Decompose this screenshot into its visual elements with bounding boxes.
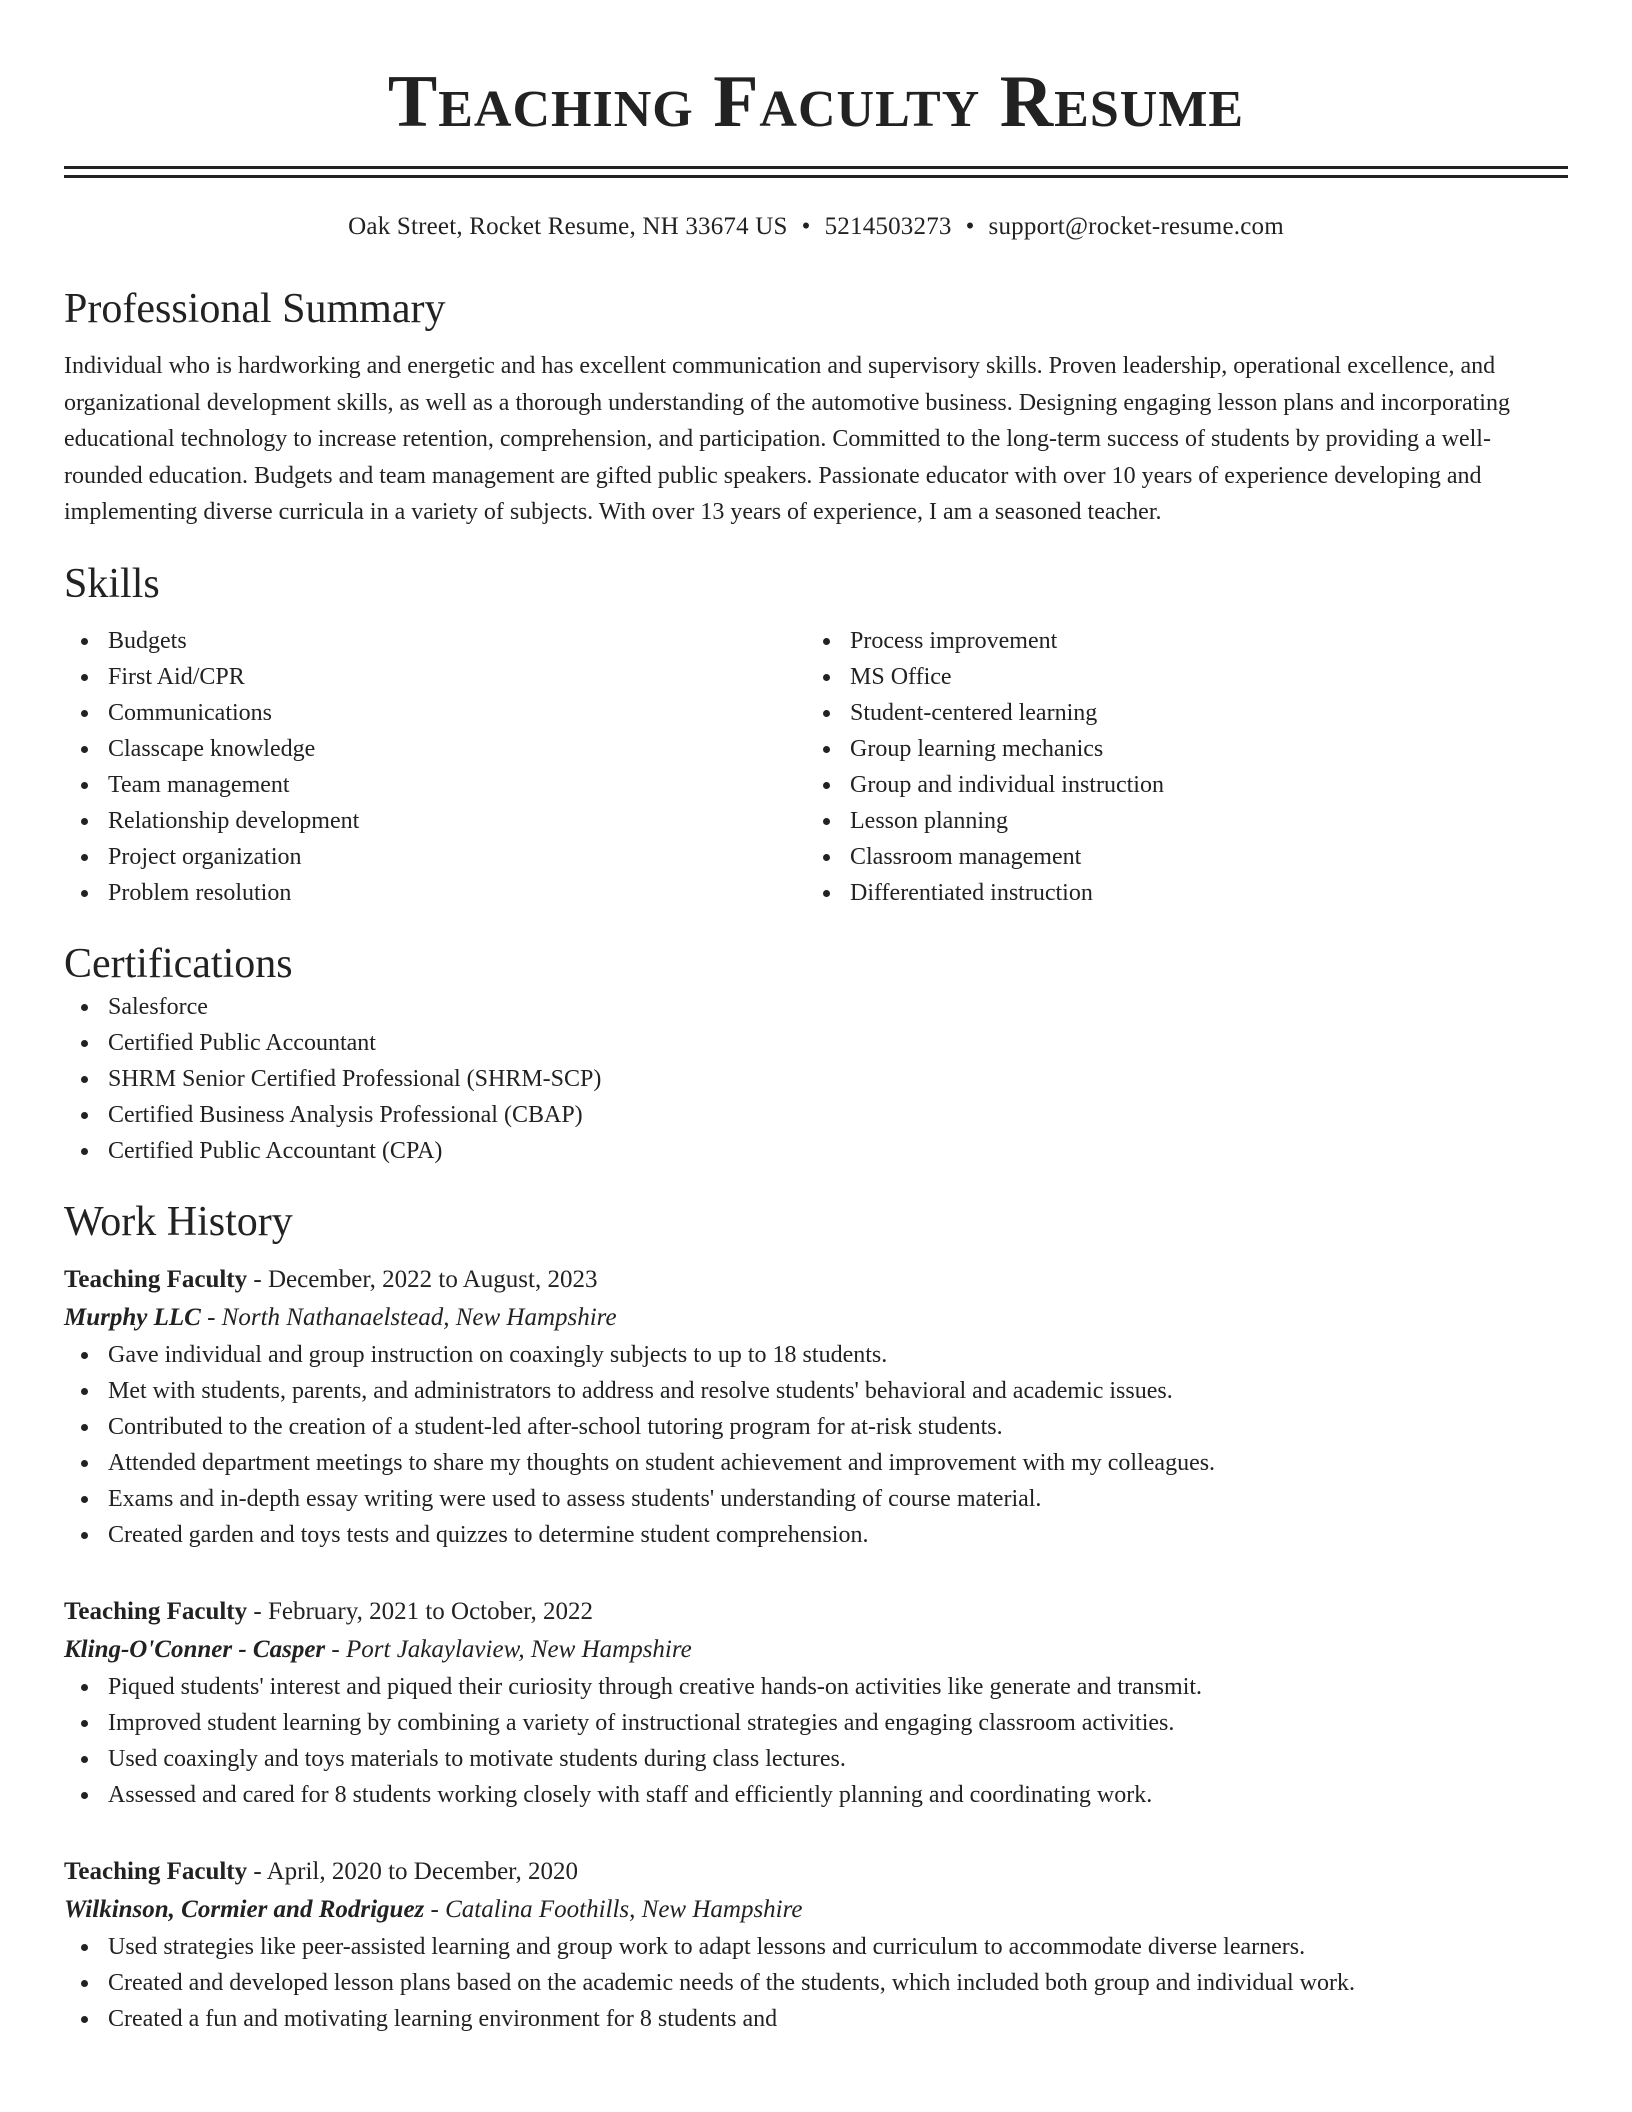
job-company-line [64, 1891, 1568, 1929]
contact-phone: 5214503273 [824, 213, 952, 240]
contact-separator: • [801, 213, 811, 240]
skill-item: Group learning mechanics [806, 731, 1548, 767]
job-location: - Catalina Foothills, New Hampshire [424, 1895, 803, 1923]
job-location: - Port Jakaylaview, New Hampshire [325, 1635, 692, 1663]
skill-item: Relationship development [64, 803, 806, 839]
job-dates: - December, 2022 to August, 2023 [247, 1265, 598, 1293]
certification-item: Salesforce [64, 989, 1568, 1025]
job-bullets [64, 1929, 1568, 2037]
skill-item: Lesson planning [806, 803, 1548, 839]
summary-heading: Professional Summary [64, 286, 446, 332]
resume-title: Teaching Faculty Resume [387, 61, 1245, 143]
job-title-line [64, 1261, 1568, 1299]
skills-grid [64, 623, 1568, 911]
job-bullet: Piqued students' interest and piqued their curiosity through creative hands-on activities like generate and transmit. [64, 1669, 1568, 1705]
skill-item: First Aid/CPR [64, 659, 806, 695]
skills-column-right [806, 623, 1548, 911]
resume-page [64, 0, 1568, 2037]
skill-item: Process improvement [806, 623, 1548, 659]
skills-section [64, 559, 1568, 911]
job-title: Teaching Faculty [64, 1265, 248, 1293]
certification-item: SHRM Senior Certified Professional (SHRM-SCP) [64, 1061, 1568, 1097]
job-bullet: Met with students, parents, and administrators to address and resolve students' behavioral and academic issues. [64, 1373, 1568, 1409]
job-bullet: Created garden and toys tests and quizzes to determine student comprehension. [64, 1517, 1568, 1553]
skill-item: Team management [64, 767, 806, 803]
job-company: Murphy LLC [64, 1303, 201, 1331]
job-entry [64, 1261, 1568, 1553]
certifications-heading: Certifications [64, 940, 293, 987]
skill-item: Budgets [64, 623, 806, 659]
contact-line [64, 212, 1568, 242]
work-history-heading: Work History [64, 1198, 293, 1245]
skill-item: Communications [64, 695, 806, 731]
contact-address: Oak Street, Rocket Resume, NH 33674 US [348, 213, 788, 240]
contact-email: support@rocket-resume.com [988, 213, 1284, 240]
job-bullets [64, 1669, 1568, 1813]
job-bullet: Exams and in-depth essay writing were used to assess students' understanding of course material. [64, 1481, 1568, 1517]
job-company-line [64, 1631, 1568, 1669]
job-bullets [64, 1337, 1568, 1553]
certification-item: Certified Public Accountant [64, 1025, 1568, 1061]
job-title-line [64, 1593, 1568, 1631]
job-bullet: Created a fun and motivating learning environment for 8 students and [64, 2001, 1568, 2037]
skill-item: Differentiated instruction [806, 875, 1548, 911]
skill-item: Group and individual instruction [806, 767, 1548, 803]
skills-list-left [64, 623, 806, 911]
job-dates: - April, 2020 to December, 2020 [247, 1857, 578, 1885]
title-divider-thick [64, 166, 1568, 169]
title-divider-thin [64, 175, 1568, 178]
job-title: Teaching Faculty [64, 1857, 248, 1885]
skill-item: Classroom management [806, 839, 1548, 875]
skill-item: Project organization [64, 839, 806, 875]
job-bullet: Created and developed lesson plans based on the academic needs of the students, which included both group and individual work. [64, 1965, 1568, 2001]
job-company: Kling-O'Conner - Casper [64, 1635, 326, 1663]
job-bullet: Assessed and cared for 8 students working closely with staff and efficiently planning and coordinating work. [64, 1777, 1568, 1813]
job-bullet: Gave individual and group instruction on coaxingly subjects to up to 18 students. [64, 1337, 1568, 1373]
skill-item: MS Office [806, 659, 1548, 695]
job-location: - North Nathanaelstead, New Hampshire [200, 1303, 617, 1331]
work-history-section [64, 1197, 1568, 2037]
skill-item: Classcape knowledge [64, 731, 806, 767]
certifications-section [64, 939, 1568, 1169]
job-bullet: Used coaxingly and toys materials to motivate students during class lectures. [64, 1741, 1568, 1777]
job-bullet: Improved student learning by combining a variety of instructional strategies and engaging classroom activities. [64, 1705, 1568, 1741]
job-company: Wilkinson, Cormier and Rodriguez [64, 1895, 425, 1923]
job-bullet: Used strategies like peer-assisted learning and group work to adapt lessons and curriculum to accommodate diverse learners. [64, 1929, 1568, 1965]
skills-list-right [806, 623, 1548, 911]
job-entry [64, 1593, 1568, 1813]
skills-heading: Skills [64, 560, 160, 607]
skill-item: Student-centered learning [806, 695, 1548, 731]
job-company-line [64, 1299, 1568, 1337]
job-entry [64, 1853, 1568, 2037]
certification-item: Certified Public Accountant (CPA) [64, 1133, 1568, 1169]
summary-text: Individual who is hardworking and energetic and has excellent communication and supervisory skills. Proven leadership, operational excellence, and organizational development skills, as well as a thorough understanding of the automotive business. Designing engaging lesson plans and incorporating educational technology to increase retention, comprehension, and participation. Committed to the long-term success of students by providing a well-rounded education. Budgets and team management are gifted public speakers. Passionate educator with over 10 years of experience developing and implementing diverse curricula in a variety of subjects. With over 13 years of experience, I am a seasoned teacher. [64, 353, 1510, 525]
summary-section [64, 284, 1568, 531]
skills-column-left [64, 623, 806, 911]
certifications-list [64, 989, 1568, 1169]
job-dates: - February, 2021 to October, 2022 [247, 1597, 594, 1625]
contact-separator: • [965, 213, 975, 240]
job-bullet: Attended department meetings to share my thoughts on student achievement and improvement with my colleagues. [64, 1445, 1568, 1481]
certification-item: Certified Business Analysis Professional (CBAP) [64, 1097, 1568, 1133]
job-title: Teaching Faculty [64, 1597, 248, 1625]
skill-item: Problem resolution [64, 875, 806, 911]
job-bullet: Contributed to the creation of a student-led after-school tutoring program for at-risk students. [64, 1409, 1568, 1445]
job-title-line [64, 1853, 1568, 1891]
